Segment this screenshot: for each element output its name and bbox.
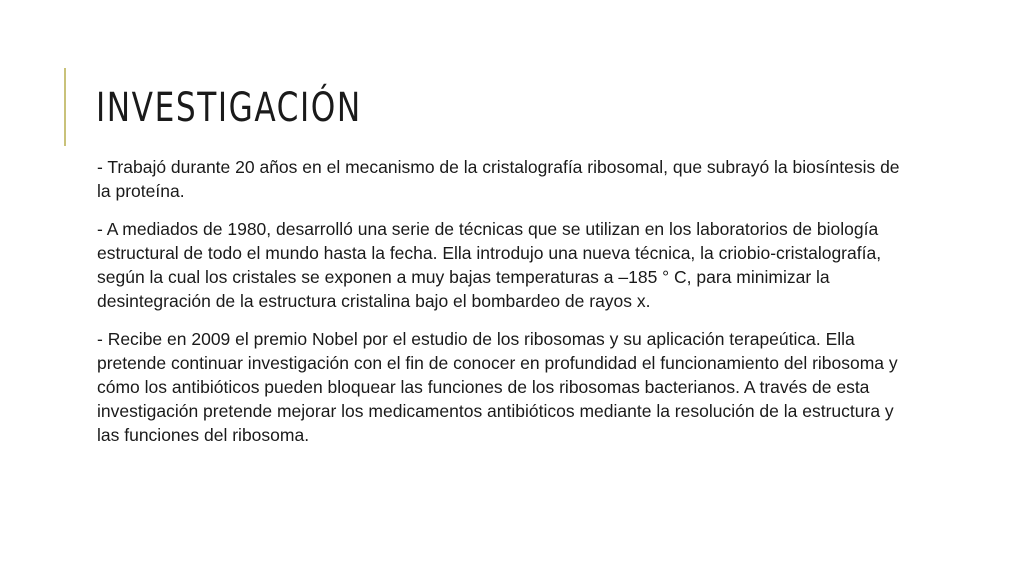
title-accent-bar [64,68,66,146]
body-paragraph-3: - Recibe en 2009 el premio Nobel por el estudio de los ribosomas y su aplicación terapeútica. Ella pretende continuar investigación con el fin de conocer en profundidad el funcionamiento del ribosoma y cómo los antibióticos pueden bloquear las funciones de los ribosomas bacterianos. A través de esta investigación pretende mejorar los medicamentos antibióticos mediante la resolución de la estructura y las funciones del ribosoma. [97,329,898,445]
body-paragraph-2: - A mediados de 1980, desarrolló una serie de técnicas que se utilizan en los laboratorios de biología estructural de todo el mundo hasta la fecha. Ella introdujo una nueva técnica, la criobio-cristalografía, según la cual los cristales se exponen a muy bajas temperaturas a –185 ° C, para minimizar la desintegración de la estructura cristalina bajo el bombardeo de rayos x. [97,219,882,311]
slide-title: INVESTIGACIÓN [96,85,362,131]
body-paragraph-1: - Trabajó durante 20 años en el mecanismo de la cristalografía ribosomal, que subrayó la biosíntesis de la proteína. [97,157,900,201]
slide-body [97,155,917,461]
